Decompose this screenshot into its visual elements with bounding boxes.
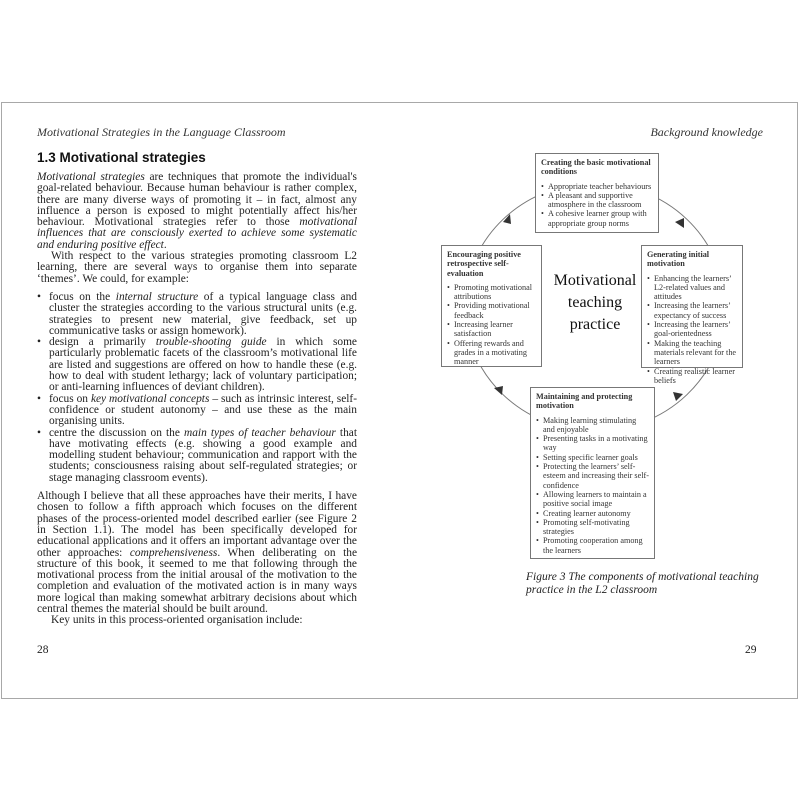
box-item: • Enhancing the learners’ L2-related values and attitudes [647,274,737,302]
box-item: • Promoting motivational attributions [447,283,536,302]
box-title: Encouraging positive retrospective self-evaluation [447,250,521,278]
text-run: Although I believe that all these approaches have their merits, I have chosen to follow a fifth approach which focuses on the different phases of the process-oriented model described earlier (see Figure 2 in Section 1.1). The model has been specifically developed for educational applications and it offers an important advantage over the other approaches: [37,490,357,559]
italic-text: internal structure [115,290,199,303]
box-items [647,274,737,386]
center-line: teaching [567,294,623,311]
box-item: • A cohesive learner group with appropriate group norms [541,209,653,228]
text-run: of a typical language class and cluster the strategies according to the various structural units (e.g. strategies to present new material, give feedback, set up communicative tasks or assign homework). [49,290,357,337]
text-run: . [163,238,167,251]
box-item: • Making learning stimulating and enjoyable [536,416,649,435]
box-item: • Providing motivational feedback [447,301,536,320]
text-run: that have motivating effects (e.g. showing a good example and modelling student behaviour; communication and rapport with the students; consciousness raising about self-regulated strategies; or stage managing classroom events). [49,426,357,484]
text-run: With respect to the various strategies promoting classroom L2 learning, there are several ways to organise them into separate ‘themes’. We could, for example: [37,250,357,285]
center-line: practice [569,316,621,333]
box-item: • A pleasant and supportive atmosphere in the classroom [541,191,653,210]
box-item: • Protecting the learners’ self-esteem and increasing their self-confidence [536,462,649,490]
figure-caption: Figure 3 The components of motivational teaching practice in the L2 classroom [526,571,759,596]
italic-text: main types of teacher behaviour [184,426,336,439]
box-self-evaluation [441,245,542,367]
box-title: Creating the basic motivational conditions [541,158,651,177]
box-items [536,416,649,555]
right-running-head: Background knowledge [650,125,763,139]
italic-text: motivational influences that are consciously exerted to achieve some systematic and enduring positive effect [37,216,357,251]
box-initial-motivation [641,245,743,385]
text-run: – such as intrinsic interest, self-confidence or student autonomy – and use these as the main organising units. [49,392,357,428]
text-run: design a primarily [49,336,156,349]
arrowhead-icon [675,218,684,228]
text-run: Key units in this process-oriented organisation include: [51,614,303,627]
box-item: • Offering rewards and grades in a motivating manner [447,339,536,367]
box-item: • Creating realistic learner beliefs [647,367,737,386]
italic-text: comprehensiveness [129,546,218,559]
section-heading: 1.3 Motivational strategies [37,150,206,165]
box-item: • Increasing the learners’ goal-orientedness [647,320,737,339]
italic-text: Motivational strategies [37,171,145,183]
box-item: • Promoting self-motivating strategies [536,518,649,537]
text-run: are techniques that promote the individual's goal-related behaviour. Because human behaviour is rather complex, there are many diverse ways of promoting it – in fact, almost any influence a person is exposed to might potentially affect his/her behaviour. Motivational strategies refer to those [37,171,357,229]
box-basic-conditions [535,153,659,233]
box-item: • Promoting cooperation among the learners [536,536,649,555]
left-running-head: Motivational Strategies in the Language Classroom [37,125,286,139]
diagram-center-label [540,270,650,336]
box-item: • Increasing the learners’ expectancy of success [647,301,737,320]
box-item: • Setting specific learner goals [536,453,649,462]
italic-text: trouble-shooting guide [155,336,267,349]
text-run: . When deliberating on the structure of this book, it seemed to me that following through the motivational process from the initial arousal of the motivation to the completion and evaluation of the motivated action is in many ways more logical than making somewhat arbitrary decisions about which central themes the material should be built around. [37,546,357,615]
box-title: Generating initial motivation [647,250,710,269]
text-run: focus on [49,392,91,405]
center-line: Motivational [553,272,637,289]
page-number-right: 29 [745,644,757,656]
box-items [541,182,653,228]
text-run: focus on the [49,290,116,303]
box-item: • Increasing learner satisfaction [447,320,536,339]
text-run: in which some particularly problematic facets of the classroom’s motivational life are listed and suggestions are offered on how to handle these (e.g. how to deal with student lethargy; lack of voluntary participation; or anti-learning influences of deviant children). [49,336,357,394]
box-item: • Allowing learners to maintain a positive social image [536,490,649,509]
text-run: centre the discussion on the [49,426,185,439]
box-maintaining-motivation [530,387,655,559]
box-items [447,283,536,367]
italic-text: key motivational concepts [90,392,210,405]
page-number-left: 28 [37,644,49,656]
box-title: Maintaining and protecting motivation [536,392,633,411]
box-item: • Creating learner autonomy [536,509,649,518]
box-item: • Appropriate teacher behaviours [541,182,653,191]
box-item: • Making the teaching materials relevant for the learners [647,339,737,367]
box-item: • Presenting tasks in a motivating way [536,434,649,453]
